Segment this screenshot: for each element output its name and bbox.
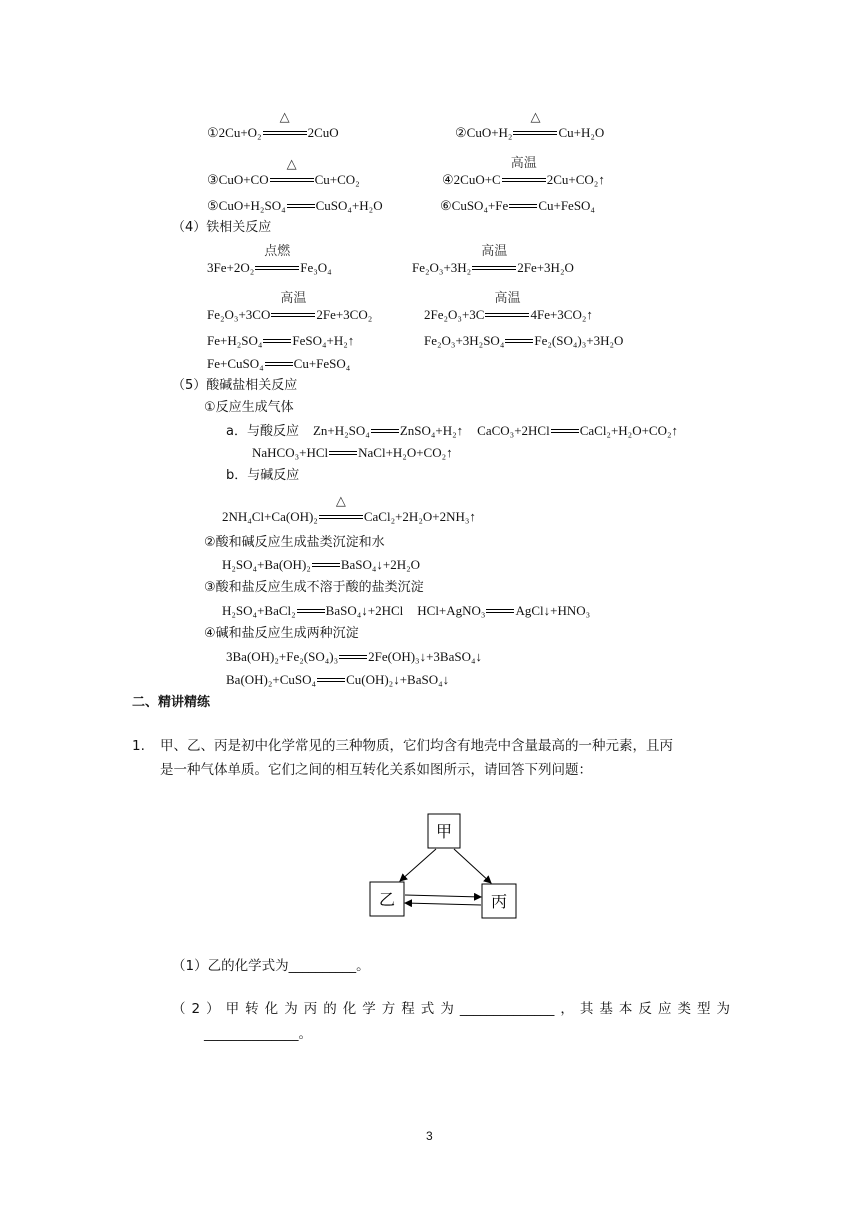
condition-sign [502, 156, 546, 188]
equation-cu-1 [207, 109, 339, 141]
equation-products: 2Cu+CO₂↑ [546, 172, 605, 187]
acid-salt-heading: ③酸和盐反应生成不溶于酸的盐类沉淀 [204, 580, 424, 595]
equation-reactants: Fe+H₂SO₄ [207, 333, 263, 348]
double-line [472, 266, 516, 270]
label-bing: 丙 [490, 892, 508, 911]
equation-fe-4 [424, 291, 593, 323]
iron-heading: （4）铁相关反应 [172, 220, 272, 235]
gas-acid-row [226, 423, 678, 439]
condition-sign [270, 156, 314, 188]
equals-sign [329, 445, 357, 461]
condition-sign [485, 291, 529, 323]
equation-cu-4 [442, 156, 605, 188]
condition-text: △ [335, 493, 346, 508]
double-line [509, 204, 537, 208]
equation-cu-5 [207, 198, 383, 214]
equation-products: AgCl↓+HNO₃ [515, 603, 591, 618]
equals-sign [317, 672, 345, 688]
condition-text: 高温 [494, 291, 521, 306]
arrow-jia-to-bing [454, 849, 491, 883]
equation-reactants: 3Ba(OH)₂+Fe₂(SO₄)₃ [226, 649, 339, 664]
label-yi: 乙 [378, 890, 396, 909]
double-line [297, 609, 325, 613]
equation-cu-2 [455, 109, 605, 141]
equation-reactants: ②CuO+H₂ [455, 125, 513, 140]
equation-reactants: Fe₂O₃+3H₂ [412, 260, 472, 275]
equation-reactants: HCl+AgNO₃ [417, 603, 486, 618]
condition-text: △ [286, 156, 297, 171]
equation-reactants: CaCO₃+2HCl [477, 423, 550, 438]
equation-products: ZnSO₄+H₂↑ [399, 423, 464, 438]
double-line [270, 178, 314, 182]
equation-base-salt-1 [226, 649, 482, 665]
equation-cu-3 [207, 156, 360, 188]
equals-sign [263, 333, 291, 349]
double-line [551, 429, 579, 433]
neutralization-heading: ②酸和碱反应生成盐类沉淀和水 [204, 535, 385, 550]
double-line [263, 339, 291, 343]
double-line [513, 131, 557, 135]
acid-base-salt-heading: （5）酸碱盐相关反应 [172, 378, 298, 393]
equation-products: Fe₂(SO₄)₃+3H₂O [534, 333, 624, 348]
equation-reactants: 2Fe₂O₃+3C [424, 307, 485, 322]
condition-sign [263, 109, 307, 141]
equation-reactants: 3Fe+2O₂ [207, 260, 255, 275]
equation-reactants: ③CuO+CO [207, 172, 269, 187]
equation-fe-7 [207, 356, 350, 372]
equals-sign [505, 333, 533, 349]
equation-fe-3 [207, 291, 373, 323]
sub-question-2-line1: （2）甲转化为丙的化学方程式为______________，其基本反应类型为 [172, 1001, 730, 1017]
equation-fe-5 [207, 333, 354, 349]
double-line [329, 451, 357, 455]
condition-text: 点燃 [264, 244, 291, 259]
equation-reactants: 2NH₄Cl+Ca(OH)₂ [222, 509, 318, 524]
equation-reactants: ⑥CuSO₄+Fe [440, 198, 509, 213]
condition-text: 高温 [280, 291, 307, 306]
equation-products: 2CuO [307, 125, 339, 140]
equation-base-salt-2 [226, 672, 449, 688]
condition-sign [271, 291, 315, 323]
equation-products: CaCl₂+H₂O+CO₂↑ [579, 423, 679, 438]
equation-products: 4Fe+3CO₂↑ [530, 307, 593, 322]
equation-products: CaCl₂+2H₂O+2NH₃↑ [363, 509, 476, 524]
equation-reactants: Zn+H₂SO₄ [312, 423, 370, 438]
equation-products: 2Fe(OH)₃↓+3BaSO₄↓ [368, 649, 483, 664]
double-line [339, 655, 367, 659]
equation-fe-6 [424, 333, 623, 349]
equation-products: 2Fe+3CO₂ [316, 307, 373, 322]
condition-text: 高温 [510, 156, 537, 171]
condition-text: △ [530, 109, 541, 124]
equation-reactants: H₂SO₄+BaCl₂ [222, 603, 296, 618]
equation-neutral [222, 557, 420, 573]
gas-base-label: b．与碱反应 [226, 468, 300, 483]
equals-sign [265, 356, 293, 372]
arrow-yi-to-bing [405, 895, 481, 897]
equation-products: Cu+FeSO₄ [293, 356, 351, 371]
equation-products: FeSO₄+H₂↑ [292, 333, 355, 348]
gas-acid-label: a．与酸反应 [226, 424, 299, 439]
equation-reactants: ⑤CuO+H₂SO₄ [207, 198, 286, 213]
equation-reactants: ④2CuO+C [442, 172, 501, 187]
equals-sign [339, 649, 367, 665]
label-jia: 甲 [435, 822, 453, 841]
double-line [271, 313, 315, 317]
double-line [319, 515, 363, 519]
condition-text: △ [279, 109, 290, 124]
equals-sign [509, 198, 537, 214]
arrow-bing-to-yi [405, 903, 481, 905]
equation-fe-1 [207, 244, 332, 276]
equation-reactants: H₂SO₄+Ba(OH)₂ [222, 557, 311, 572]
acid-salt-row [222, 603, 590, 619]
double-line [287, 204, 315, 208]
equals-sign [551, 423, 579, 439]
equation-products: Cu+CO₂ [314, 172, 360, 187]
double-line [255, 266, 299, 270]
equation-products: CuSO₄+H₂O [315, 198, 383, 213]
equals-sign [312, 557, 340, 573]
question-text-line2: 是一种气体单质。它们之间的相互转化关系如图所示，请回答下列问题： [160, 762, 592, 778]
sub-question-2-line2: ______________。 [204, 1026, 312, 1042]
section-title: 二、精讲精练 [132, 695, 211, 710]
equals-sign [371, 423, 399, 439]
condition-sign [319, 493, 363, 525]
equation-products: Fe₃O₄ [300, 260, 332, 275]
equation-products: Cu+H₂O [558, 125, 605, 140]
page-number: 3 [426, 1129, 433, 1143]
condition-sign [255, 244, 299, 276]
conversion-diagram [360, 805, 530, 930]
equation-products: Cu(OH)₂↓+BaSO₄↓ [346, 672, 450, 687]
equation-products: BaSO₄↓+2HCl [325, 603, 404, 618]
double-line [505, 339, 533, 343]
double-line [317, 678, 345, 682]
equals-sign [287, 198, 315, 214]
question-text-line1: 甲、乙、丙是初中化学常见的三种物质，它们均含有地壳中含量最高的一种元素，且丙 [160, 738, 673, 754]
equation-products: NaCl+H₂O+CO₂↑ [358, 445, 453, 460]
equation-reactants: Ba(OH)₂+CuSO₄ [226, 672, 317, 687]
condition-text: 高温 [481, 244, 508, 259]
condition-sign [513, 109, 557, 141]
equation-reactants: Fe+CuSO₄ [207, 356, 264, 371]
equation-cu-6 [440, 198, 595, 214]
base-salt-heading: ④碱和盐反应生成两种沉淀 [204, 626, 359, 641]
equation-reactants: Fe₂O₃+3CO [207, 307, 271, 322]
arrow-jia-to-yi [400, 849, 436, 881]
equation-nh4cl [222, 493, 476, 525]
equation-reactants: ①2Cu+O₂ [207, 125, 262, 140]
double-line [486, 609, 514, 613]
equation-fe-2 [412, 244, 574, 276]
condition-sign [472, 244, 516, 276]
double-line [502, 178, 546, 182]
double-line [312, 563, 340, 567]
double-line [265, 362, 293, 366]
equation-reactants: NaHCO₃+HCl [252, 445, 329, 460]
gas-heading: ①反应生成气体 [204, 400, 294, 415]
equation-products: Cu+FeSO₄ [538, 198, 595, 213]
equals-sign [486, 603, 514, 619]
double-line [485, 313, 529, 317]
equation-nahco3 [252, 445, 453, 461]
double-line [263, 131, 307, 135]
question-number: 1. [132, 738, 145, 754]
equation-products: BaSO₄↓+2H₂O [340, 557, 421, 572]
sub-question-1: （1）乙的化学式为__________。 [172, 958, 370, 974]
equation-products: 2Fe+3H₂O [517, 260, 574, 275]
double-line [371, 429, 399, 433]
equals-sign [297, 603, 325, 619]
equation-reactants: Fe₂O₃+3H₂SO₄ [424, 333, 505, 348]
